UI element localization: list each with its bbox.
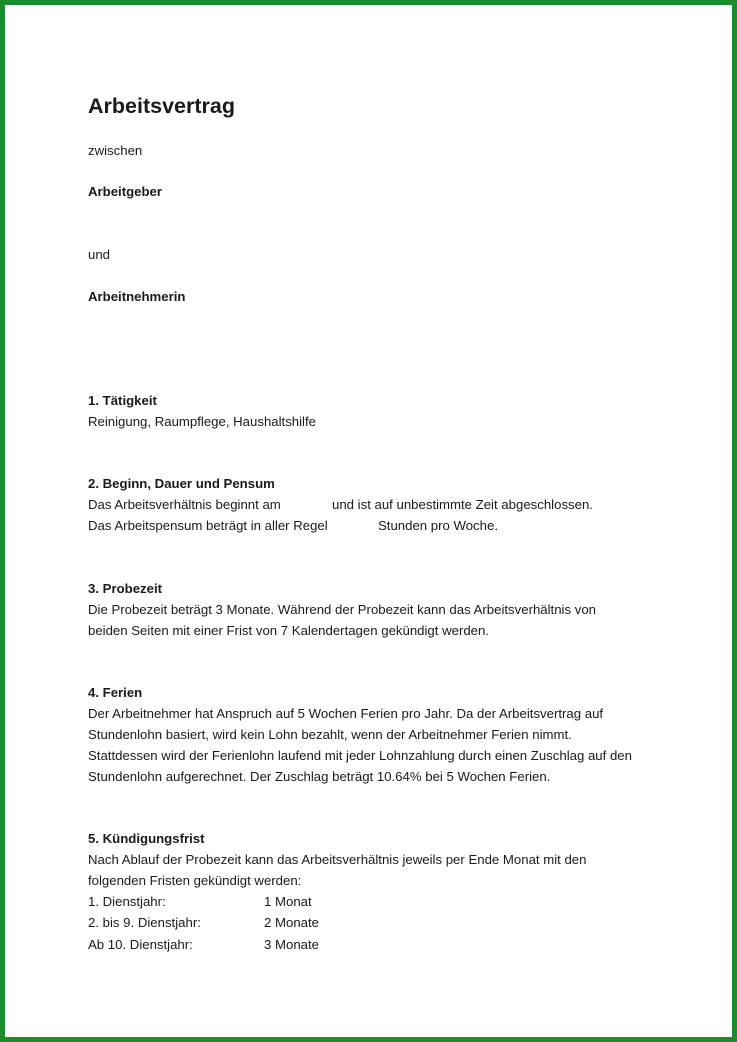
- section-4-line-3: Stattdessen wird der Ferienlohn laufend mit jeder Lohnzahlung durch einen Zuschlag auf den: [88, 748, 632, 763]
- section-1-text: Reinigung, Raumpflege, Haushaltshilfe: [88, 414, 316, 429]
- notice-row-value: 3 Monate: [264, 937, 319, 952]
- section-4-line-4: Stundenlohn aufgerechnet. Der Zuschlag beträgt 10.64% bei 5 Wochen Ferien.: [88, 769, 551, 784]
- section-2-heading: 2. Beginn, Dauer und Pensum: [88, 476, 275, 491]
- section-2-line-1-start: Das Arbeitsverhältnis beginnt am: [88, 497, 281, 512]
- section-4-line-1: Der Arbeitnehmer hat Anspruch auf 5 Wochen Ferien pro Jahr. Da der Arbeitsvertrag auf: [88, 706, 604, 721]
- section-3-heading: 3. Probezeit: [88, 581, 163, 596]
- section-2-line-2-start: Das Arbeitspensum beträgt in aller Regel: [88, 518, 328, 533]
- section-5-line-2: folgenden Fristen gekündigt werden:: [88, 873, 302, 888]
- section-5-heading: 5. Kündigungsfrist: [88, 831, 205, 846]
- notice-row-value: 1 Monat: [264, 894, 312, 909]
- notice-row-label: 1. Dienstjahr:: [88, 894, 166, 909]
- employee-label: Arbeitnehmerin: [88, 289, 186, 304]
- document-title: Arbeitsvertrag: [88, 94, 235, 118]
- section-4-line-2: Stundenlohn basiert, wird kein Lohn bezahlt, wenn der Arbeitnehmer Ferien nimmt.: [88, 727, 572, 742]
- section-2-line-1-end: und ist auf unbestimmte Zeit abgeschlossen.: [332, 497, 593, 512]
- notice-row-label: 2. bis 9. Dienstjahr:: [88, 915, 201, 930]
- employer-label: Arbeitgeber: [88, 184, 163, 199]
- notice-row-label: Ab 10. Dienstjahr:: [88, 937, 193, 952]
- section-3-line-1: Die Probezeit beträgt 3 Monate. Während der Probezeit kann das Arbeitsverhältnis von: [88, 602, 597, 617]
- section-1-heading: 1. Tätigkeit: [88, 393, 157, 408]
- section-3-line-2: beiden Seiten mit einer Frist von 7 Kalendertagen gekündigt werden.: [88, 623, 490, 638]
- section-2-line-2-end: Stunden pro Woche.: [378, 518, 498, 533]
- zwischen-label: zwischen: [88, 143, 143, 158]
- und-label: und: [88, 247, 111, 262]
- notice-row-value: 2 Monate: [264, 915, 319, 930]
- section-4-heading: 4. Ferien: [88, 685, 143, 700]
- section-5-line-1: Nach Ablauf der Probezeit kann das Arbeitsverhältnis jeweils per Ende Monat mit den: [88, 852, 587, 867]
